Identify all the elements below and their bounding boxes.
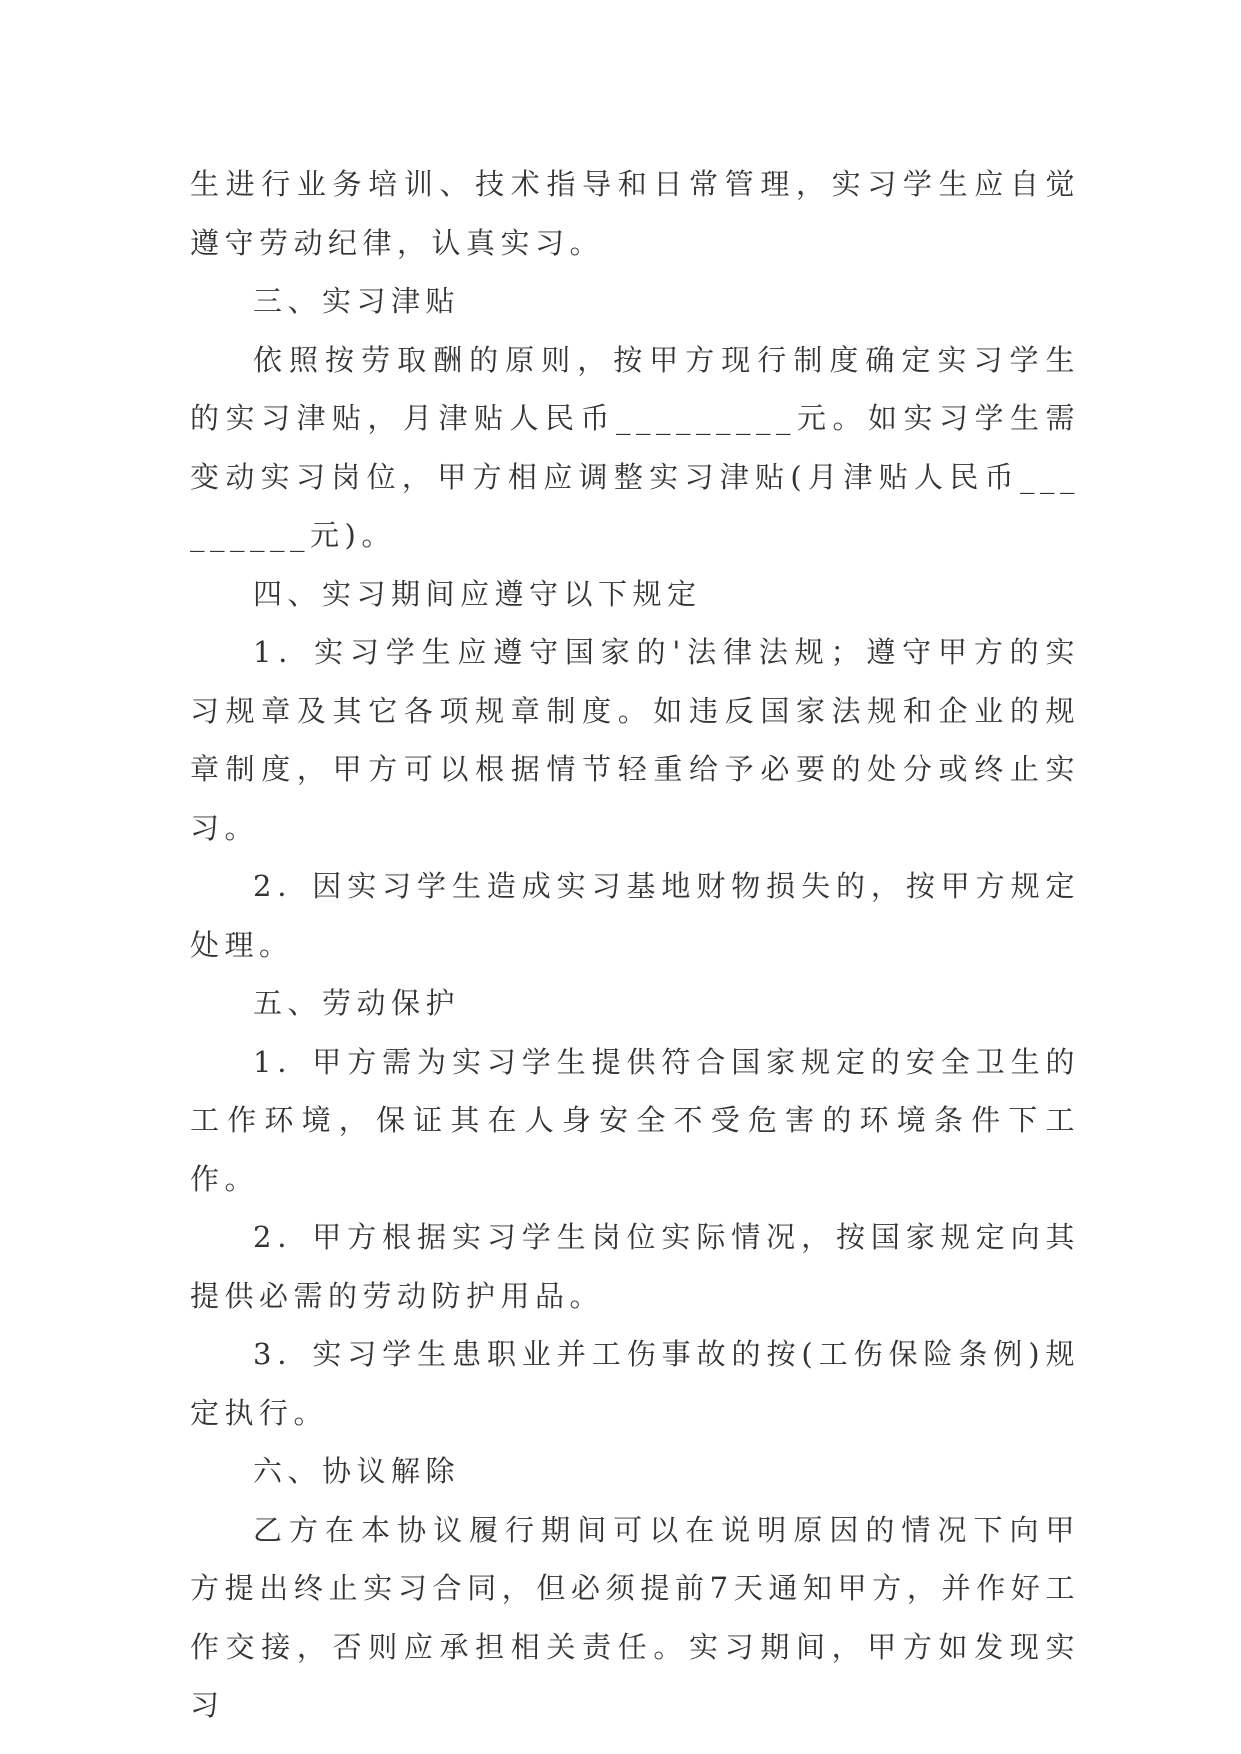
section-heading-labor-protection: 五、劳动保护 [253, 986, 461, 1020]
paragraph-continued: 生进行业务培训、技术指导和日常管理，实习学生应自觉遵守劳动纪律，认真实习。 [190, 167, 1080, 260]
paragraph-allowance: 依照按劳取酬的原则，按甲方现行制度确定实习学生的实习津贴，月津贴人民币_________元。如实习学生需变动实习岗位，甲方相应调整实习津贴(月津贴人民币_________元)。 [190, 342, 1080, 552]
section-heading-termination: 六、协议解除 [253, 1454, 461, 1488]
section-heading-regulations: 四、实习期间应遵守以下规定 [253, 576, 702, 611]
paragraph-termination: 乙方在本协议履行期间可以在说明原因的情况下向甲方提出终止实习合同，但必须提前7天通知甲方，并作好工作交接，否则应承担相关责任。实习期间，甲方如发现实习 [190, 1512, 1080, 1722]
paragraph-protection-3: 3．实习学生患职业并工伤事故的按(工伤保险条例)规定执行。 [190, 1337, 1080, 1430]
paragraph-protection-1: 1．甲方需为实习学生提供符合国家规定的安全卫生的工作环境，保证其在人身安全不受危害的环境条件下工作。 [190, 1044, 1080, 1196]
paragraph-regulation-1: 1．实习学生应遵守国家的'法律法规；遵守甲方的实习规章及其它各项规章制度。如违反国家法规和企业的规章制度，甲方可以根据情节轻重给予必要的处分或终止实习。 [190, 635, 1080, 845]
document-body [190, 155, 1080, 1735]
section-heading-internship-allowance: 三、实习津贴 [253, 284, 461, 318]
paragraph-regulation-2: 2．因实习学生造成实习基地财物损失的，按甲方规定处理。 [190, 869, 1080, 962]
paragraph-protection-2: 2．甲方根据实习学生岗位实际情况，按国家规定向其提供必需的劳动防护用品。 [190, 1220, 1080, 1313]
